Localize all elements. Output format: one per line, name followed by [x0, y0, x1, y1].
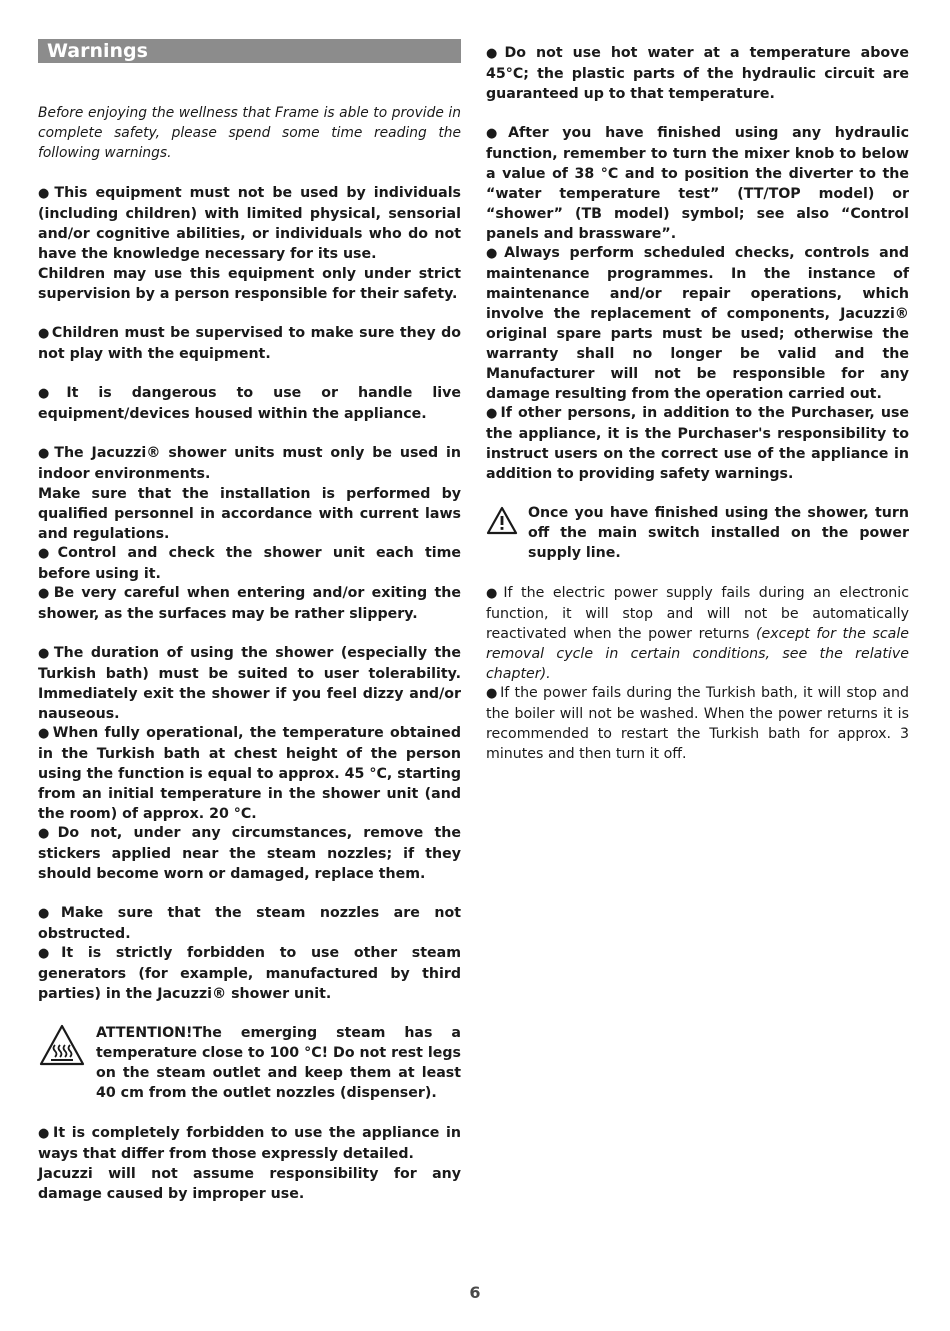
section-title: Warnings — [47, 40, 148, 62]
page-number: 6 — [469, 1283, 481, 1302]
warning-item-8: ● When fully operational, the temperature obtained in the Turkish bath at chest height of the person using the function is equal to approx. 45 °C, starting from an initial temperature in the shower unit (and the room) of approx. 20 °C. — [38, 725, 462, 822]
bullet-icon: ● — [486, 126, 507, 141]
warning-item-6: ● Be very careful when entering and/or exiting the shower, as the surfaces may be rather slippery. — [38, 585, 461, 622]
power-switch-caution — [486, 503, 909, 561]
bullet-icon: ● — [38, 946, 60, 961]
bullet-icon: ● — [38, 906, 59, 921]
hot-surface-warning-icon — [38, 1023, 86, 1067]
bullet-icon: ● — [486, 246, 503, 261]
right-warning-item-2: ● After you have finished using any hydraulic function, remember to turn the mixer knob to below a value of 38 °C and to position the diverter to the “water temperature test” (TT/TOP model) or “shower” (TB model) symbol; see also “Control panels and brassware”. — [486, 125, 909, 242]
bullet-icon: ● — [486, 586, 502, 601]
warning-item-5: ● Control and check the shower unit each time before using it. — [38, 545, 461, 582]
warning-item-9: ● Do not, under any circumstances, remove the stickers applied near the steam nozzles; if they should become worn or damaged, replace them. — [38, 825, 461, 882]
bullet-icon: ● — [38, 1126, 52, 1141]
right-warning-item-4: ● If other persons, in addition to the Purchaser, use the appliance, it is the Purchaser's responsibility to instruct users on the correct use of the appliance in addition to providing safety warnings. — [486, 405, 910, 482]
bullet-icon: ● — [38, 726, 51, 741]
warning-item-3: ● It is dangerous to use or handle live equipment/devices housed within the appliance. — [38, 385, 461, 422]
caution-text: Once you have finished using the shower, turn off the main switch installed on the power supply line. — [528, 505, 909, 561]
warning-item-2: ● Children must be supervised to make sure they do not play with the equipment. — [38, 325, 462, 362]
bullet-icon: ● — [38, 586, 52, 601]
intro-text: Before enjoying the wellness that Frame is able to provide in complete safety, please spend some time reading the following warnings. — [38, 105, 461, 161]
right-warning-item-1: ● Do not use hot water at a temperature above 45°C; the plastic parts of the hydraulic circuit are guaranteed up to that temperature. — [486, 45, 909, 102]
warning-item-7: ● The duration of using the shower (especially the Turkish bath) must be suited to user tolerability. Immediately exit the shower if you feel dizzy and/or nauseous. — [38, 645, 461, 722]
bullet-icon: ● — [38, 646, 52, 661]
bullet-icon: ● — [38, 446, 53, 461]
warning-item-4: ● The Jacuzzi® shower units must only be used in indoor environments. Make sure that the installation is performed by qualified personnel in accordance with current laws and regulations. — [38, 445, 461, 542]
bullet-icon: ● — [486, 46, 503, 61]
power-failure-note-1: ● If the electric power supply fails during an electronic function, it will stop and will not be automatically reactivated when the power returns (except for the scale removal cycle in certain conditions, see the relative chapter). — [486, 585, 910, 682]
bullet-icon: ● — [486, 406, 499, 421]
warning-item-10: ● Make sure that the steam nozzles are not obstructed. — [38, 905, 462, 942]
warning-item-11: ● It is strictly forbidden to use other steam generators (for example, manufactured by third parties) in the Jacuzzi® shower unit. — [38, 945, 462, 1002]
warning-item-1: ● This equipment must not be used by individuals (including children) with limited physical, sensorial and/or cognitive abilities, or individuals who do not have the knowledge necessary for its use. Children may use this equipment only under strict supervision by a person responsible for their safety. — [38, 185, 461, 302]
caution-triangle-icon — [486, 506, 518, 536]
bullet-icon: ● — [38, 386, 65, 401]
bullet-icon: ● — [38, 546, 56, 561]
attention-text: ATTENTION!The emerging steam has a temperature close to 100 °C! Do not rest legs on the steam outlet and keep them at least 40 cm from the outlet nozzles (dispenser). — [96, 1025, 461, 1101]
bullet-icon: ● — [38, 326, 50, 341]
bullet-icon: ● — [486, 686, 499, 701]
warning-item-12: ● It is completely forbidden to use the appliance in ways that differ from those expressly detailed. Jacuzzi will not assume responsibility for any damage caused by improper use. — [38, 1125, 462, 1202]
bullet-icon: ● — [38, 826, 56, 841]
power-failure-note-2: ● If the power fails during the Turkish bath, it will stop and the boiler will not be washed. When the power returns it is recommended to restart the Turkish bath for approx. 3 minutes and then turn it off. — [486, 685, 909, 762]
bullet-icon: ● — [38, 186, 53, 201]
hot-steam-warning — [38, 1023, 461, 1108]
section-header-bar — [38, 39, 461, 63]
right-warning-item-3: ● Always perform scheduled checks, controls and maintenance programmes. In the instance of maintenance and/or repair operations, which involve the replacement of components, Jacuzzi® original spare parts must be used; otherwise the warranty shall no longer be valid and the Manufacturer will not be responsible for any damage resulting from the operation carried out. — [486, 245, 909, 402]
